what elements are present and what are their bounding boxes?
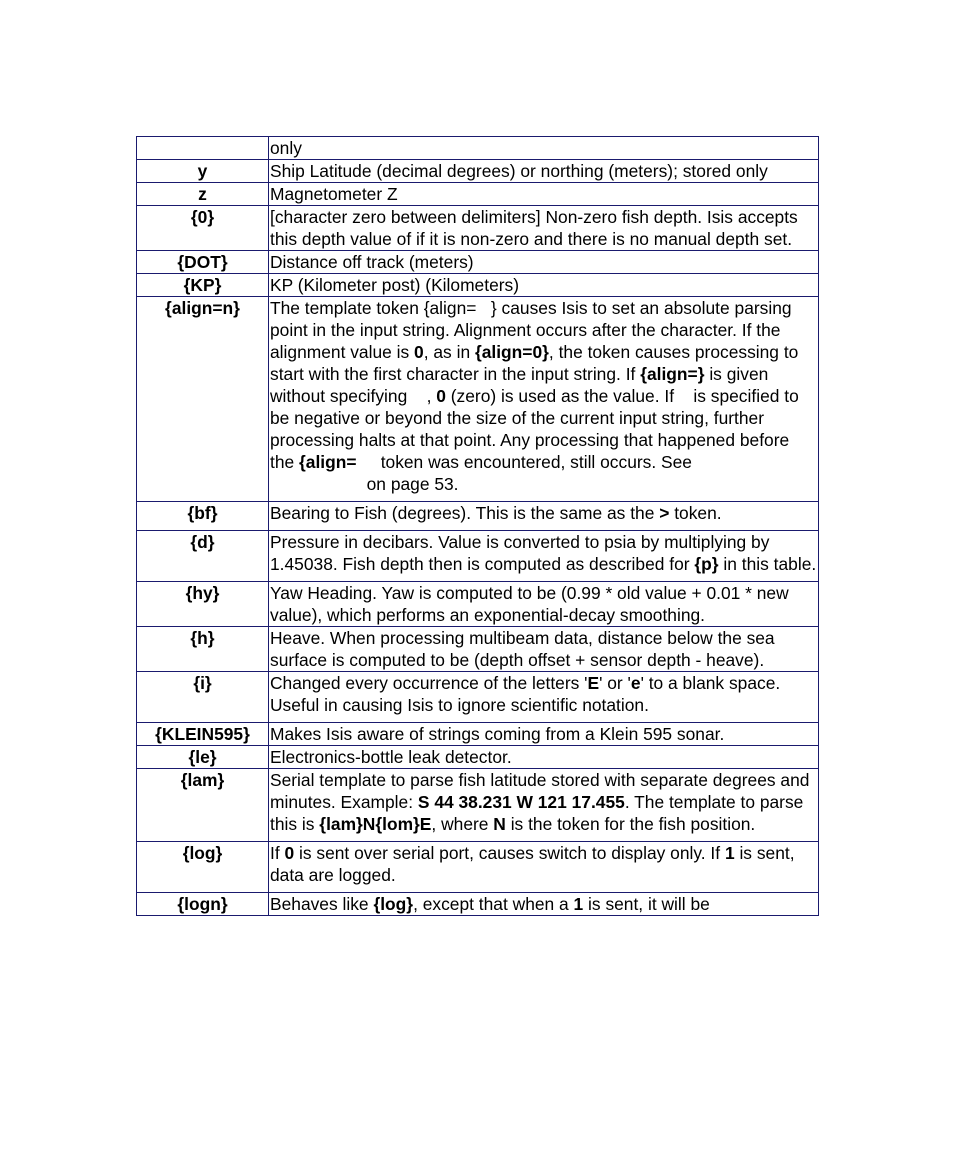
token-cell: {le} xyxy=(137,746,269,769)
description-text: token. xyxy=(669,503,722,523)
description-text: , except that when a xyxy=(413,894,574,914)
description-text: (zero) is used as the value. If is specified to be negative or beyond the size of the current input string, further processing halts at that point. Any processing that happened before the xyxy=(270,386,804,472)
description-cell xyxy=(269,160,819,183)
description-cell xyxy=(269,842,819,893)
description-cell xyxy=(269,206,819,251)
bold-text: E xyxy=(587,673,600,693)
token-table-body xyxy=(137,137,819,916)
description-cell xyxy=(269,746,819,769)
description-text: Behaves like xyxy=(270,894,374,914)
description-text: is the token for the fish position. xyxy=(505,814,756,834)
description-text: ' to a blank space. Useful in causing Isis to ignore scientific notation. xyxy=(270,673,786,715)
table-row xyxy=(137,502,819,531)
description-cell xyxy=(269,769,819,842)
table-row xyxy=(137,206,819,251)
token-cell: {bf} xyxy=(137,502,269,531)
bold-text: 0 xyxy=(284,843,295,863)
table-row xyxy=(137,723,819,746)
description-text: Distance off track (meters) xyxy=(270,252,474,272)
token-cell: {hy} xyxy=(137,582,269,627)
description-text: , the token causes processing to start with the first character in the input string. If xyxy=(270,342,804,384)
description-text: Serial template to parse fish latitude stored with separate degrees and minutes. Example: xyxy=(270,770,815,812)
bold-text: {p} xyxy=(694,554,719,574)
table-row xyxy=(137,746,819,769)
description-text: Pressure in decibars. Value is converted to psia by multiplying by 1.45038. Fish depth then is computed as described for xyxy=(270,532,775,574)
token-cell: {d} xyxy=(137,531,269,582)
description-text: Heave. When processing multibeam data, distance below the sea surface is computed to be (depth offset + sensor depth - heave). xyxy=(270,628,780,670)
description-text: The template token {align= } causes Isis to set an absolute parsing point in the input string. Alignment occurs after the character. If the alignment value is xyxy=(270,298,797,362)
table-row xyxy=(137,137,819,160)
bold-text: 1 xyxy=(724,843,735,863)
bold-text: 1 xyxy=(573,894,584,914)
token-cell: {KP} xyxy=(137,274,269,297)
token-cell: y xyxy=(137,160,269,183)
description-cell xyxy=(269,723,819,746)
description-text: Changed every occurrence of the letters ' xyxy=(270,673,588,693)
table-row xyxy=(137,183,819,206)
description-text: in this table. xyxy=(718,554,817,574)
description-text: If xyxy=(270,843,285,863)
token-cell: {logn} xyxy=(137,893,269,916)
description-text: Magnetometer Z xyxy=(270,184,398,204)
description-text: Makes Isis aware of strings coming from a Klein 595 sonar. xyxy=(270,724,725,744)
description-text: ' or ' xyxy=(599,673,631,693)
token-cell xyxy=(137,137,269,160)
table-row xyxy=(137,274,819,297)
token-cell: {h} xyxy=(137,627,269,672)
table-row xyxy=(137,672,819,723)
description-cell xyxy=(269,251,819,274)
bold-text: {log} xyxy=(373,894,414,914)
description-text: Yaw Heading. Yaw is computed to be (0.99 * old value + 0.01 * new value), which performs an exponential-decay smoothing. xyxy=(270,583,794,625)
table-row xyxy=(137,251,819,274)
token-cell: {KLEIN595} xyxy=(137,723,269,746)
description-cell xyxy=(269,183,819,206)
description-cell xyxy=(269,627,819,672)
token-cell: {0} xyxy=(137,206,269,251)
bold-text: N xyxy=(493,814,506,834)
description-text: is sent, it will be xyxy=(583,894,710,914)
token-cell: {DOT} xyxy=(137,251,269,274)
description-cell xyxy=(269,582,819,627)
description-text: on page 53. xyxy=(270,474,459,494)
description-cell xyxy=(269,297,819,502)
description-text: is sent over serial port, causes switch to display only. If xyxy=(294,843,725,863)
bold-text: > xyxy=(659,503,670,523)
bold-text: 0 xyxy=(436,386,446,406)
bold-text: S 44 38.231 W 121 17.455 xyxy=(417,792,625,812)
table-row xyxy=(137,627,819,672)
description-text: Bearing to Fish (degrees). This is the same as the xyxy=(270,503,660,523)
description-cell xyxy=(269,531,819,582)
bold-text: {align= xyxy=(299,452,357,472)
bold-text: {lam}N{lom}E xyxy=(319,814,432,834)
table-row xyxy=(137,582,819,627)
description-cell xyxy=(269,893,819,916)
description-text: is sent, data are logged. xyxy=(270,843,800,885)
description-text: is given without specifying , xyxy=(270,364,774,406)
bold-text: e xyxy=(630,673,641,693)
description-text: KP (Kilometer post) (Kilometers) xyxy=(270,275,520,295)
token-cell: z xyxy=(137,183,269,206)
description-cell xyxy=(269,137,819,160)
token-cell: {lam} xyxy=(137,769,269,842)
token-cell: {log} xyxy=(137,842,269,893)
description-text: . The template to parse this is xyxy=(270,792,809,834)
token-cell: {i} xyxy=(137,672,269,723)
description-text: Electronics-bottle leak detector. xyxy=(270,747,512,767)
description-text: token was encountered, still occurs. See xyxy=(356,452,692,472)
token-cell: {align=n} xyxy=(137,297,269,502)
table-row xyxy=(137,297,819,502)
description-text: , as in xyxy=(423,342,475,362)
bold-text: {align=} xyxy=(640,364,705,384)
description-cell xyxy=(269,274,819,297)
description-cell xyxy=(269,502,819,531)
bold-text: {align=0} xyxy=(474,342,549,362)
description-cell xyxy=(269,672,819,723)
description-text: , where xyxy=(431,814,494,834)
table-row xyxy=(137,531,819,582)
table-row xyxy=(137,769,819,842)
description-text: Ship Latitude (decimal degrees) or northing (meters); stored only xyxy=(270,161,768,181)
serial-template-token-table xyxy=(136,136,819,916)
bold-text: 0 xyxy=(414,342,424,362)
table-row xyxy=(137,842,819,893)
table-row xyxy=(137,893,819,916)
table-row xyxy=(137,160,819,183)
description-text: [character zero between delimiters] Non-zero fish depth. Isis accepts this depth value of if it is non-zero and there is no manual depth set. xyxy=(270,207,803,249)
description-text: only xyxy=(270,138,302,158)
